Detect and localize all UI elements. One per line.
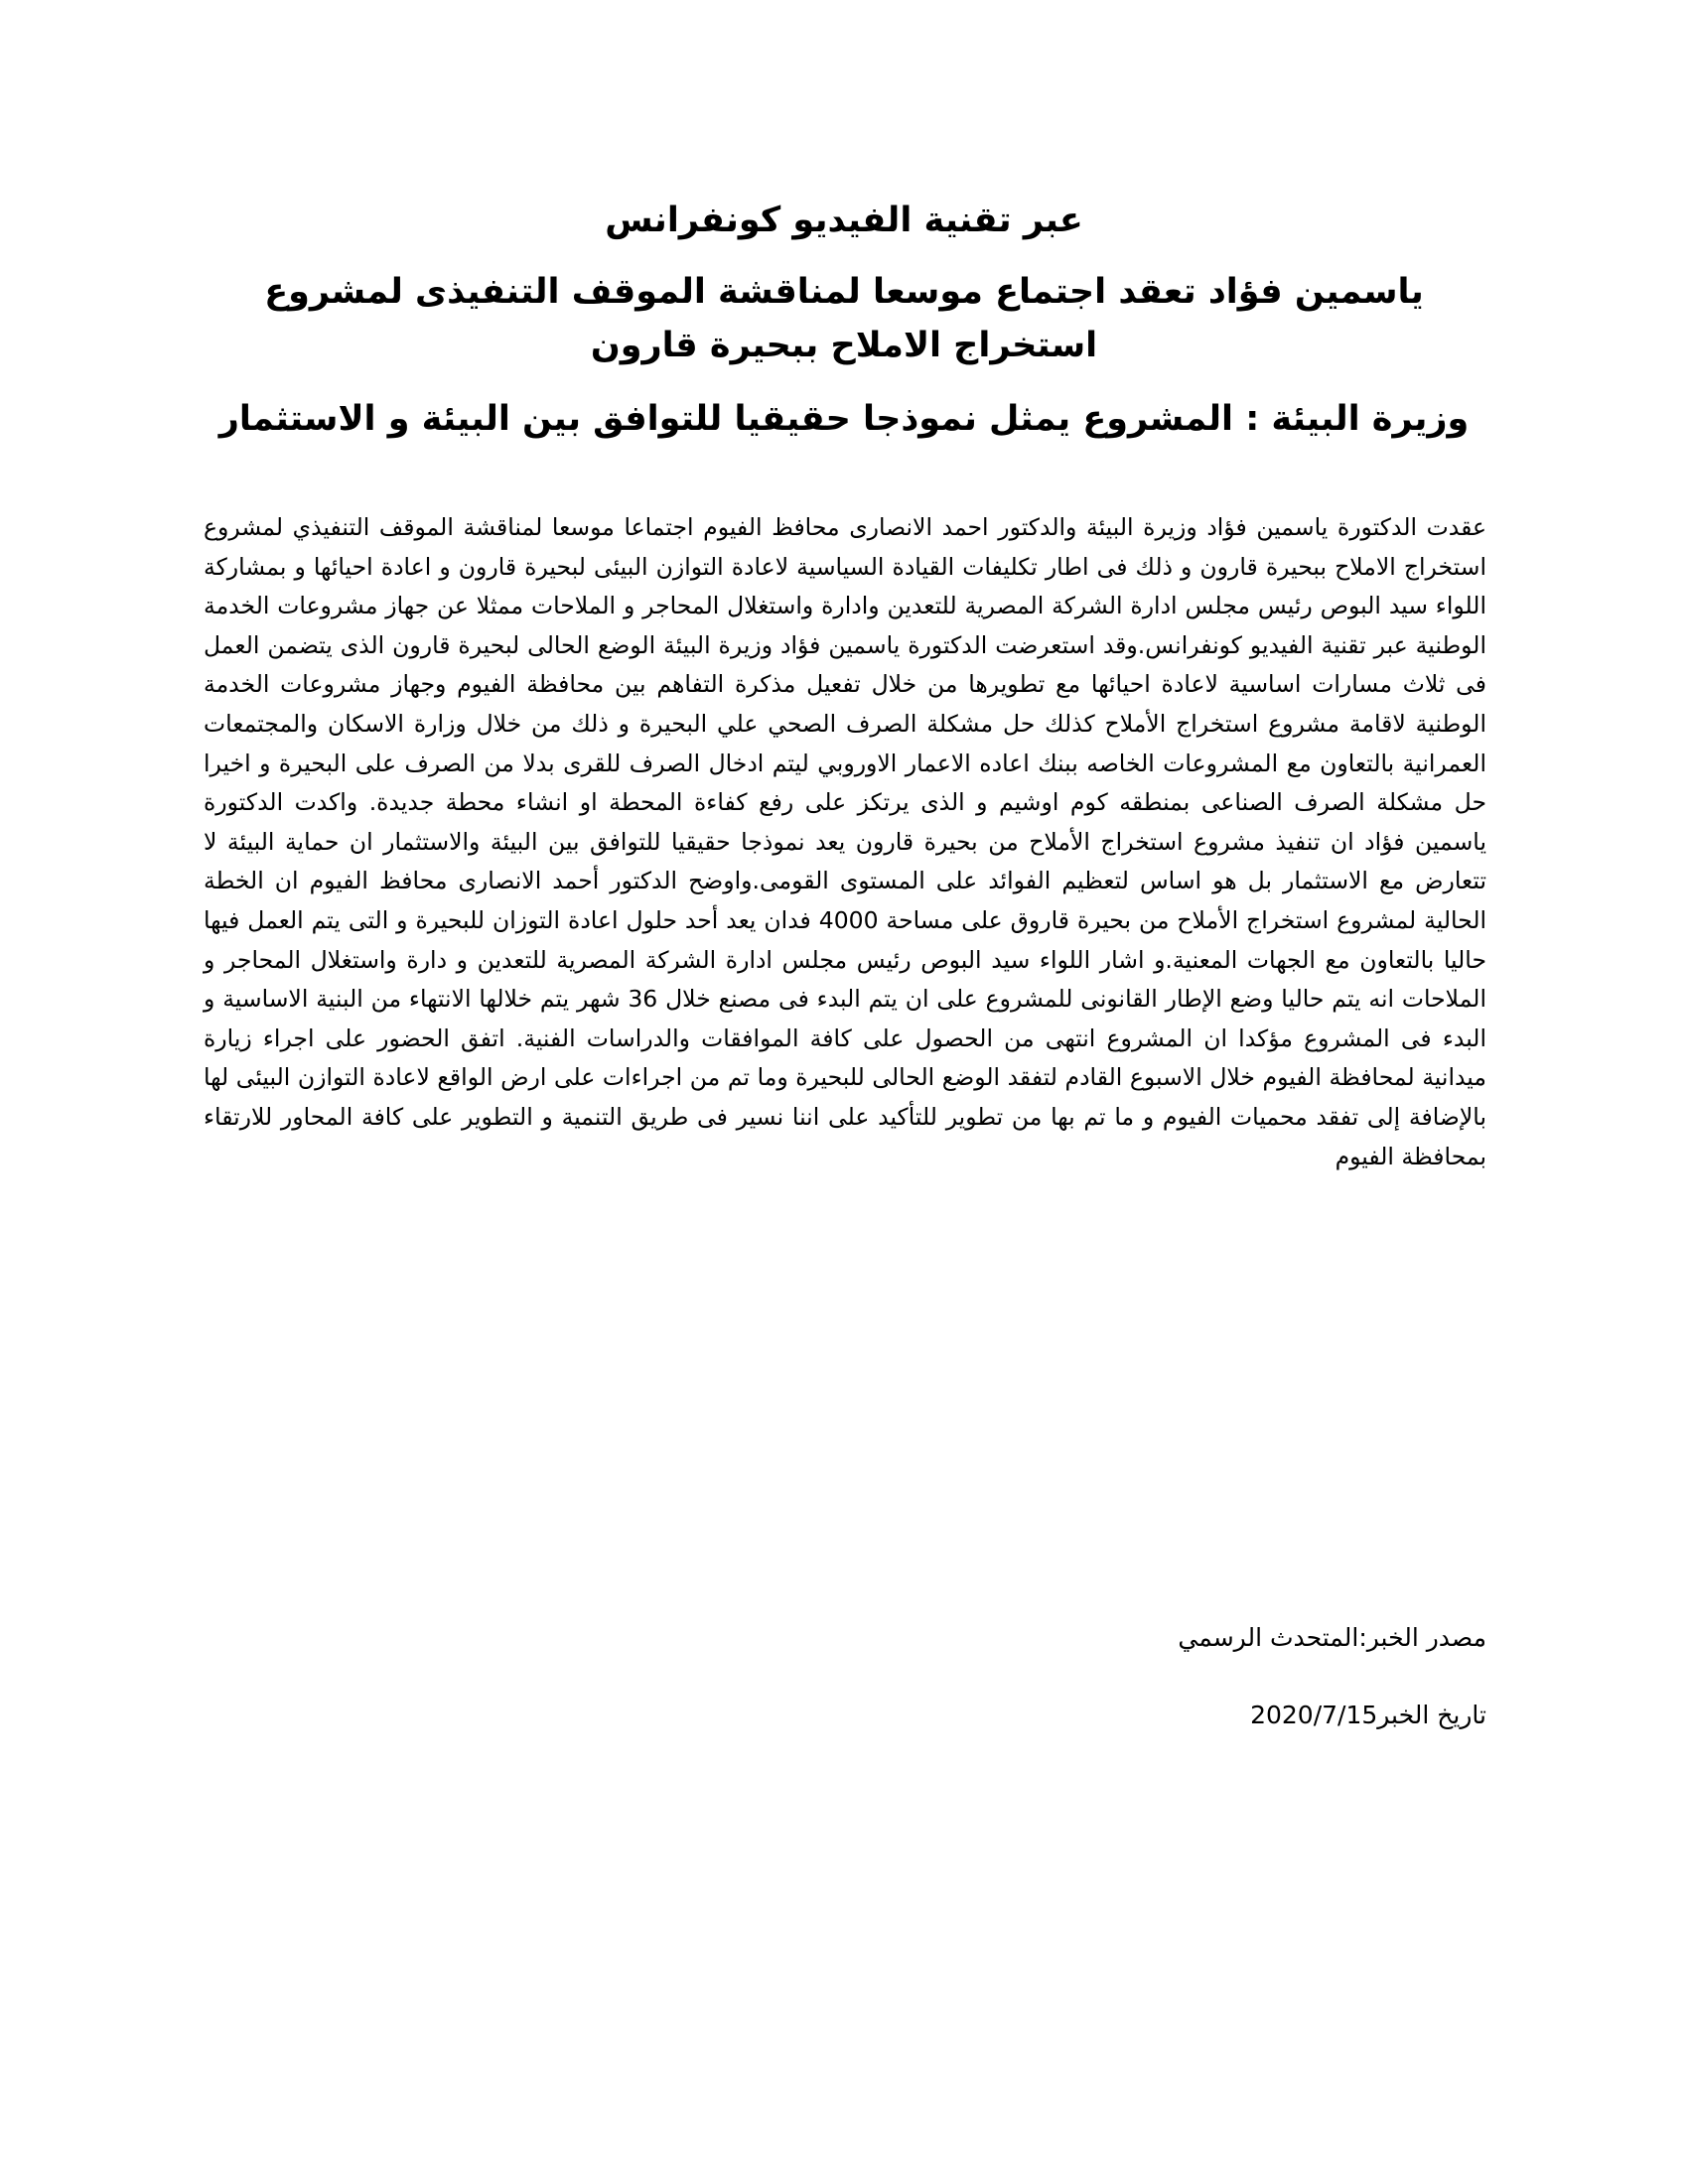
article-body: عقدت الدكتورة ياسمين فؤاد وزيرة البيئة والدكتور احمد الانصارى محافظ الفيوم اجتماعا موسعا لمناقشة الموقف التنفيذي لمشروع استخراج الاملاح ببحيرة قارون و ذلك فى اطار تكليفات القيادة السياسية لاعادة التوازن البيئى لبحيرة قارون و اعادة احيائها و بمشاركة اللواء سيد البوص رئيس مجلس ادارة الشركة المصرية للتعدين وادارة واستغلال المحاجر و الملاحات ممثلا عن جهاز مشروعات الخدمة الوطنية عبر تقنية الفيديو كونفرانس.وقد استعرضت الدكتورة ياسمين فؤاد وزيرة البيئة الوضع الحالى لبحيرة قارون الذى يتضمن العمل فى ثلاث مسارات اساسية لاعادة احيائها مع تطويرها من خلال تفعيل مذكرة التفاهم بين محافظة الفيوم وجهاز مشروعات الخدمة الوطنية لاقامة مشروع استخراج الأملاح كذلك حل مشكلة الصرف الصحي علي البحيرة و ذلك من خلال وزارة الاسكان والمجتمعات العمرانية بالتعاون مع المشروعات الخاصه ببنك اعاده الاعمار الاوروبي ليتم ادخال الصرف للقرى بدلا من الصرف على البحيرة و اخيرا حل مشكلة الصرف الصناعى بمنطقه كوم اوشيم و الذى يرتكز على رفع كفاءة المحطة او انشاء محطة جديدة. واكدت الدكتورة ياسمين فؤاد ان تنفيذ مشروع استخراج الأملاح من بحيرة قارون يعد نموذجا حقيقيا للتوافق بين البيئة والاستثمار ان حماية البيئة لا تتعارض مع الاستثمار بل هو اساس لتعظيم الفوائد على المستوى القومى.واوضح الدكتور أحمد الانصارى محافظ الفيوم ان الخطة الحالية لمشروع استخراج الأملاح من بحيرة قاروق على مساحة 4000 فدان يعد أحد حلول اعادة التوزان للبحيرة و التى يتم العمل فيها حاليا بالتعاون مع الجهات المعنية.و اشار اللواء سيد البوص رئيس مجلس ادارة الشركة المصرية للتعدين و دارة واستغلال المحاجر و الملاحات انه يتم حاليا وضع الإطار القانونى للمشروع على ان يتم البدء فى مصنع خلال 36 شهر يتم خلالها الانتهاء من البنية الاساسية و البدء فى المشروع مؤكدا ان المشروع انتهى من الحصول على كافة الموافقات والدراسات الفنية. اتفق الحضور على اجراء زيارة ميدانية لمحافظة الفيوم خلال الاسبوع القادم لتفقد الوضع الحالى للبحيرة وما تم من اجراءات على ارض الواقع لاعادة التوازن البيئى لها بالإضافة إلى تفقد محميات الفيوم و ما تم بها من تطوير للتأكيد على اننا نسير فى طريق التنمية و التطوير على كافة المحاور للارتقاء بمحافظة الفيوم — [204, 513, 1487, 1170]
news-meta — [993, 1620, 1486, 1775]
headline-kicker: عبر تقنية الفيديو كونفرانس — [605, 201, 1083, 240]
headline-block — [199, 194, 1489, 458]
headline-main: ياسمين فؤاد تعقد اجتماع موسعا لمناقشة الموقف التنفيذى لمشروع استخراج الاملاح ببحيرة قارون — [264, 272, 1424, 365]
headline-subtitle: وزيرة البيئة : المشروع يمثل نموذجا حقيقيا للتوافق بين البيئة و الاستثمار — [218, 399, 1470, 439]
news-source: مصدر الخبر:المتحدث الرسمي — [1178, 1623, 1486, 1652]
news-date: تاريخ الخبر2020/7/15 — [1250, 1701, 1486, 1729]
